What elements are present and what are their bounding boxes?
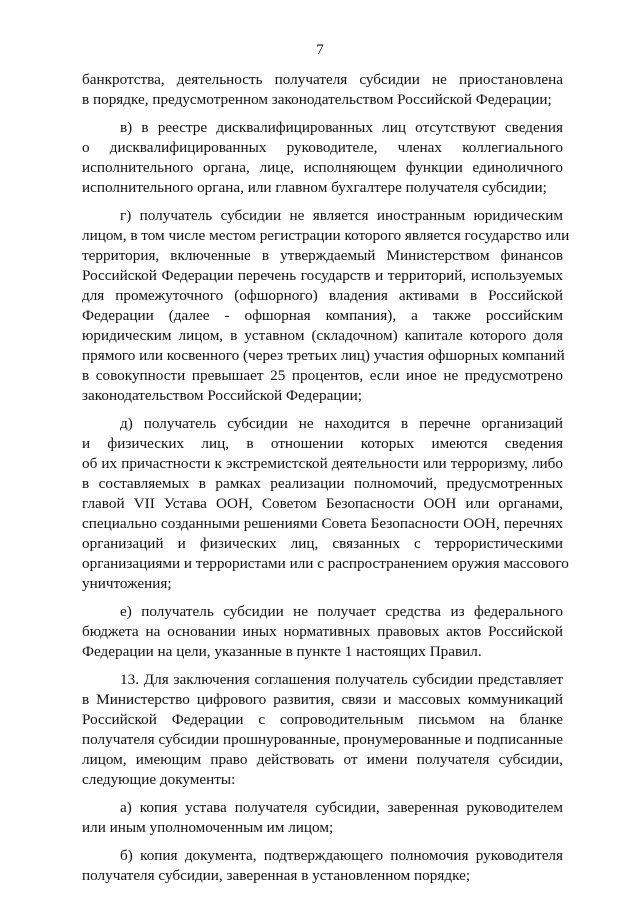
- text-line: организаций и физических лиц, связанных с террористическими: [82, 535, 563, 552]
- text-line: и физических лиц, в отношении которых имеются сведения: [82, 435, 563, 452]
- text-line: исполнительного органа, или главном бухгалтере получателя субсидии;: [82, 179, 547, 196]
- text-line: б) копия документа, подтверждающего полномочия руководителя: [120, 847, 563, 864]
- text-line: в порядке, предусмотренном законодательством Российской Федерации;: [82, 91, 552, 108]
- text-line: об их причастности к экстремистской деятельности или терроризму, либо: [82, 455, 563, 472]
- text-line: организациями и террористами или с распространением оружия массового: [82, 555, 569, 572]
- text-line: лицом, имеющим право действовать от имени получателя субсидии,: [82, 751, 563, 768]
- text-line: о дисквалифицированных руководителе, членах коллегиального: [82, 139, 563, 156]
- text-line: юридическим лицом, в уставном (складочном) капитале которого доля: [82, 327, 563, 344]
- text-line: в составляемых в рамках реализации полномочий, предусмотренных: [82, 475, 563, 492]
- text-line: в совокупности превышает 25 процентов, если иное не предусмотрено: [82, 367, 563, 384]
- text-line: бюджета на основании иных нормативных правовых актов Российской: [82, 623, 563, 640]
- text-line: Федерации (далее - офшорная компания), а также российским: [82, 307, 563, 324]
- text-line: е) получатель субсидии не получает средства из федерального: [120, 603, 563, 620]
- text-line: банкротства, деятельность получателя субсидии не приостановлена: [82, 71, 563, 88]
- text-line: исполнительного органа, лице, исполняющем функции единоличного: [82, 159, 563, 176]
- text-line: г) получатель субсидии не является иностранным юридическим: [120, 207, 563, 224]
- text-line: получателя субсидии прошнурованные, пронумерованные и подписанные: [82, 731, 563, 748]
- text-line: получателя субсидии, заверенная в установленном порядке;: [82, 867, 471, 884]
- text-line: д) получатель субсидии не находится в перечне организаций: [120, 415, 563, 432]
- text-line: Российской Федерации перечень государств и территорий, используемых: [82, 267, 563, 284]
- text-line: специально созданными решениями Совета Безопасности ООН, перечнях: [82, 515, 563, 532]
- text-line: прямого или косвенного (через третьих лиц) участия офшорных компаний: [82, 347, 565, 364]
- text-line: главой VII Устава ООН, Советом Безопасности ООН или органами,: [82, 495, 563, 512]
- text-line: уничтожения;: [82, 575, 172, 592]
- text-line: лицом, в том числе местом регистрации которого является государство или: [82, 227, 570, 244]
- text-line: следующие документы:: [82, 771, 236, 788]
- text-line: Федерации на цели, указанные в пункте 1 настоящих Правил.: [82, 643, 482, 660]
- text-line: территория, включенные в утверждаемый Министерством финансов: [82, 247, 563, 264]
- text-line: в Министерство цифрового развития, связи и массовых коммуникаций: [82, 691, 563, 708]
- text-line: а) копия устава получателя субсидии, заверенная руководителем: [120, 799, 563, 816]
- text-line: в) в реестре дисквалифицированных лиц отсутствуют сведения: [120, 119, 563, 136]
- text-line: законодательством Российской Федерации;: [82, 387, 362, 404]
- text-line: для промежуточного (офшорного) владения активами в Российской: [82, 287, 563, 304]
- text-line: или иным уполномоченным им лицом;: [82, 819, 334, 836]
- text-line: Российской Федерации с сопроводительным письмом на бланке: [82, 711, 563, 728]
- text-line: 13. Для заключения соглашения получатель субсидии представляет: [120, 671, 563, 688]
- page-number: 7: [316, 42, 324, 58]
